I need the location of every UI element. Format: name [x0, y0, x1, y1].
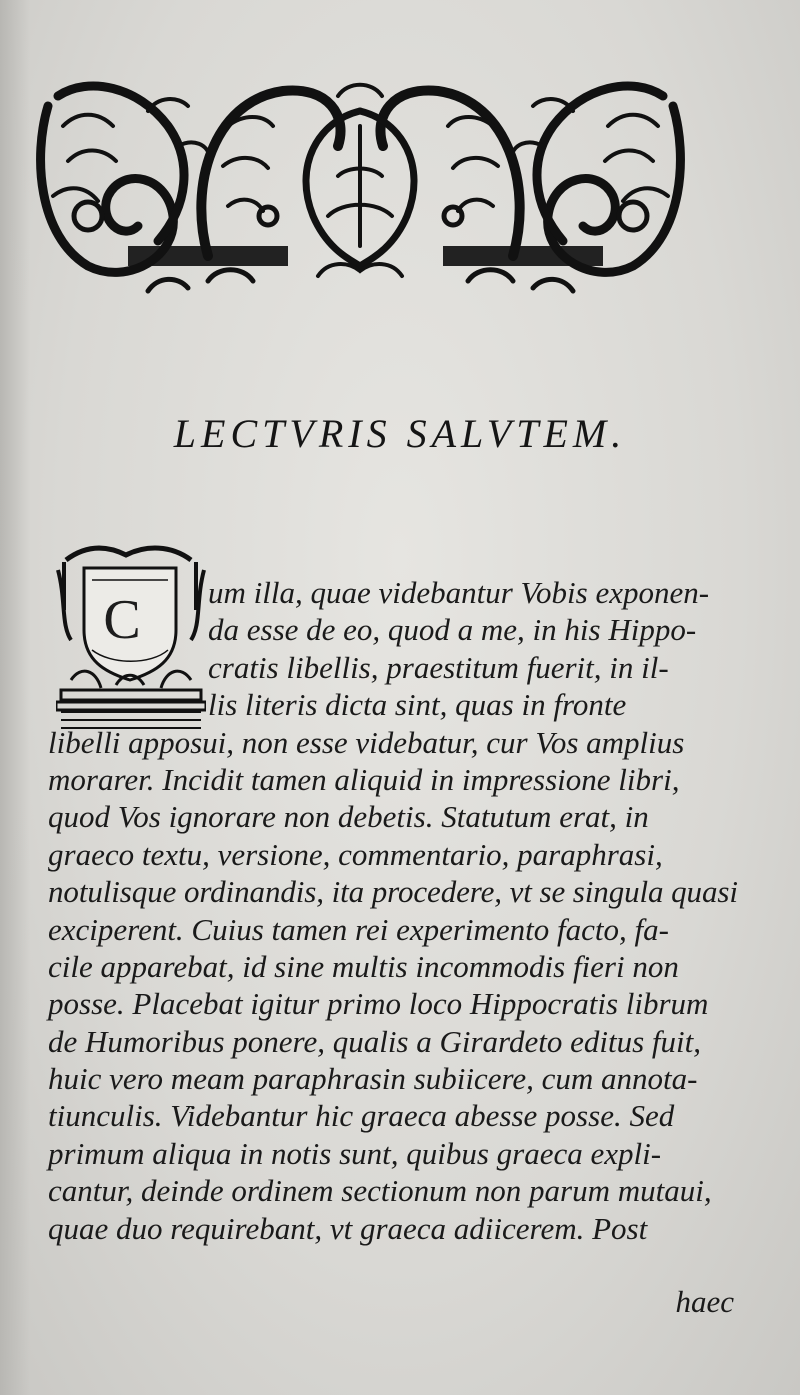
- page-title: LECTVRIS SALVTEM.: [173, 411, 627, 456]
- text-line: cile apparebat, id sine multis incommodis fieri non: [48, 948, 679, 984]
- text-line: lis literis dicta sint, quas in fronte: [208, 687, 627, 723]
- text-line: da esse de eo, quod a me, in his Hippo-: [208, 612, 697, 648]
- text-line: morarer. Incidit tamen aliquid in impressione libri,: [48, 761, 680, 797]
- text-line: tiunculis. Videbantur hic graeca abesse posse. Sed: [48, 1098, 675, 1134]
- body-text: [48, 574, 738, 1247]
- ornamental-headpiece: [28, 66, 693, 300]
- text-line: graeco textu, versione, commentario, paraphrasi,: [48, 836, 663, 872]
- text-line: cantur, deinde ordinem sectionum non parum mutaui,: [48, 1173, 712, 1209]
- text-line: huic vero meam paraphrasin subiicere, cum annota-: [48, 1061, 698, 1097]
- text-line: exciperent. Cuius tamen rei experimento facto, fa-: [48, 911, 669, 947]
- text-line: um illa, quae videbantur Vobis exponen-: [208, 575, 710, 610]
- text-line: quae duo requirebant, vt graeca adiicerem. Post: [48, 1210, 648, 1246]
- text-line: notulisque ordinandis, ita procedere, vt se singula quasi: [48, 874, 738, 910]
- text-line: cratis libellis, praestitum fuerit, in il-: [208, 649, 669, 685]
- text-line: de Humoribus ponere, qualis a Girardeto editus fuit,: [48, 1023, 701, 1059]
- text-line: quod Vos ignorare non debetis. Statutum erat, in: [48, 799, 649, 835]
- gutter-shadow: [0, 0, 30, 1395]
- initial-letter: C: [103, 589, 141, 651]
- text-line: primum aliqua in notis sunt, quibus graeca expli-: [48, 1135, 662, 1171]
- text-line: libelli apposui, non esse videbatur, cur Vos amplius: [48, 724, 685, 760]
- catchword: haec: [675, 1284, 734, 1319]
- text-line: posse. Placebat igitur primo loco Hippocratis librum: [48, 986, 709, 1022]
